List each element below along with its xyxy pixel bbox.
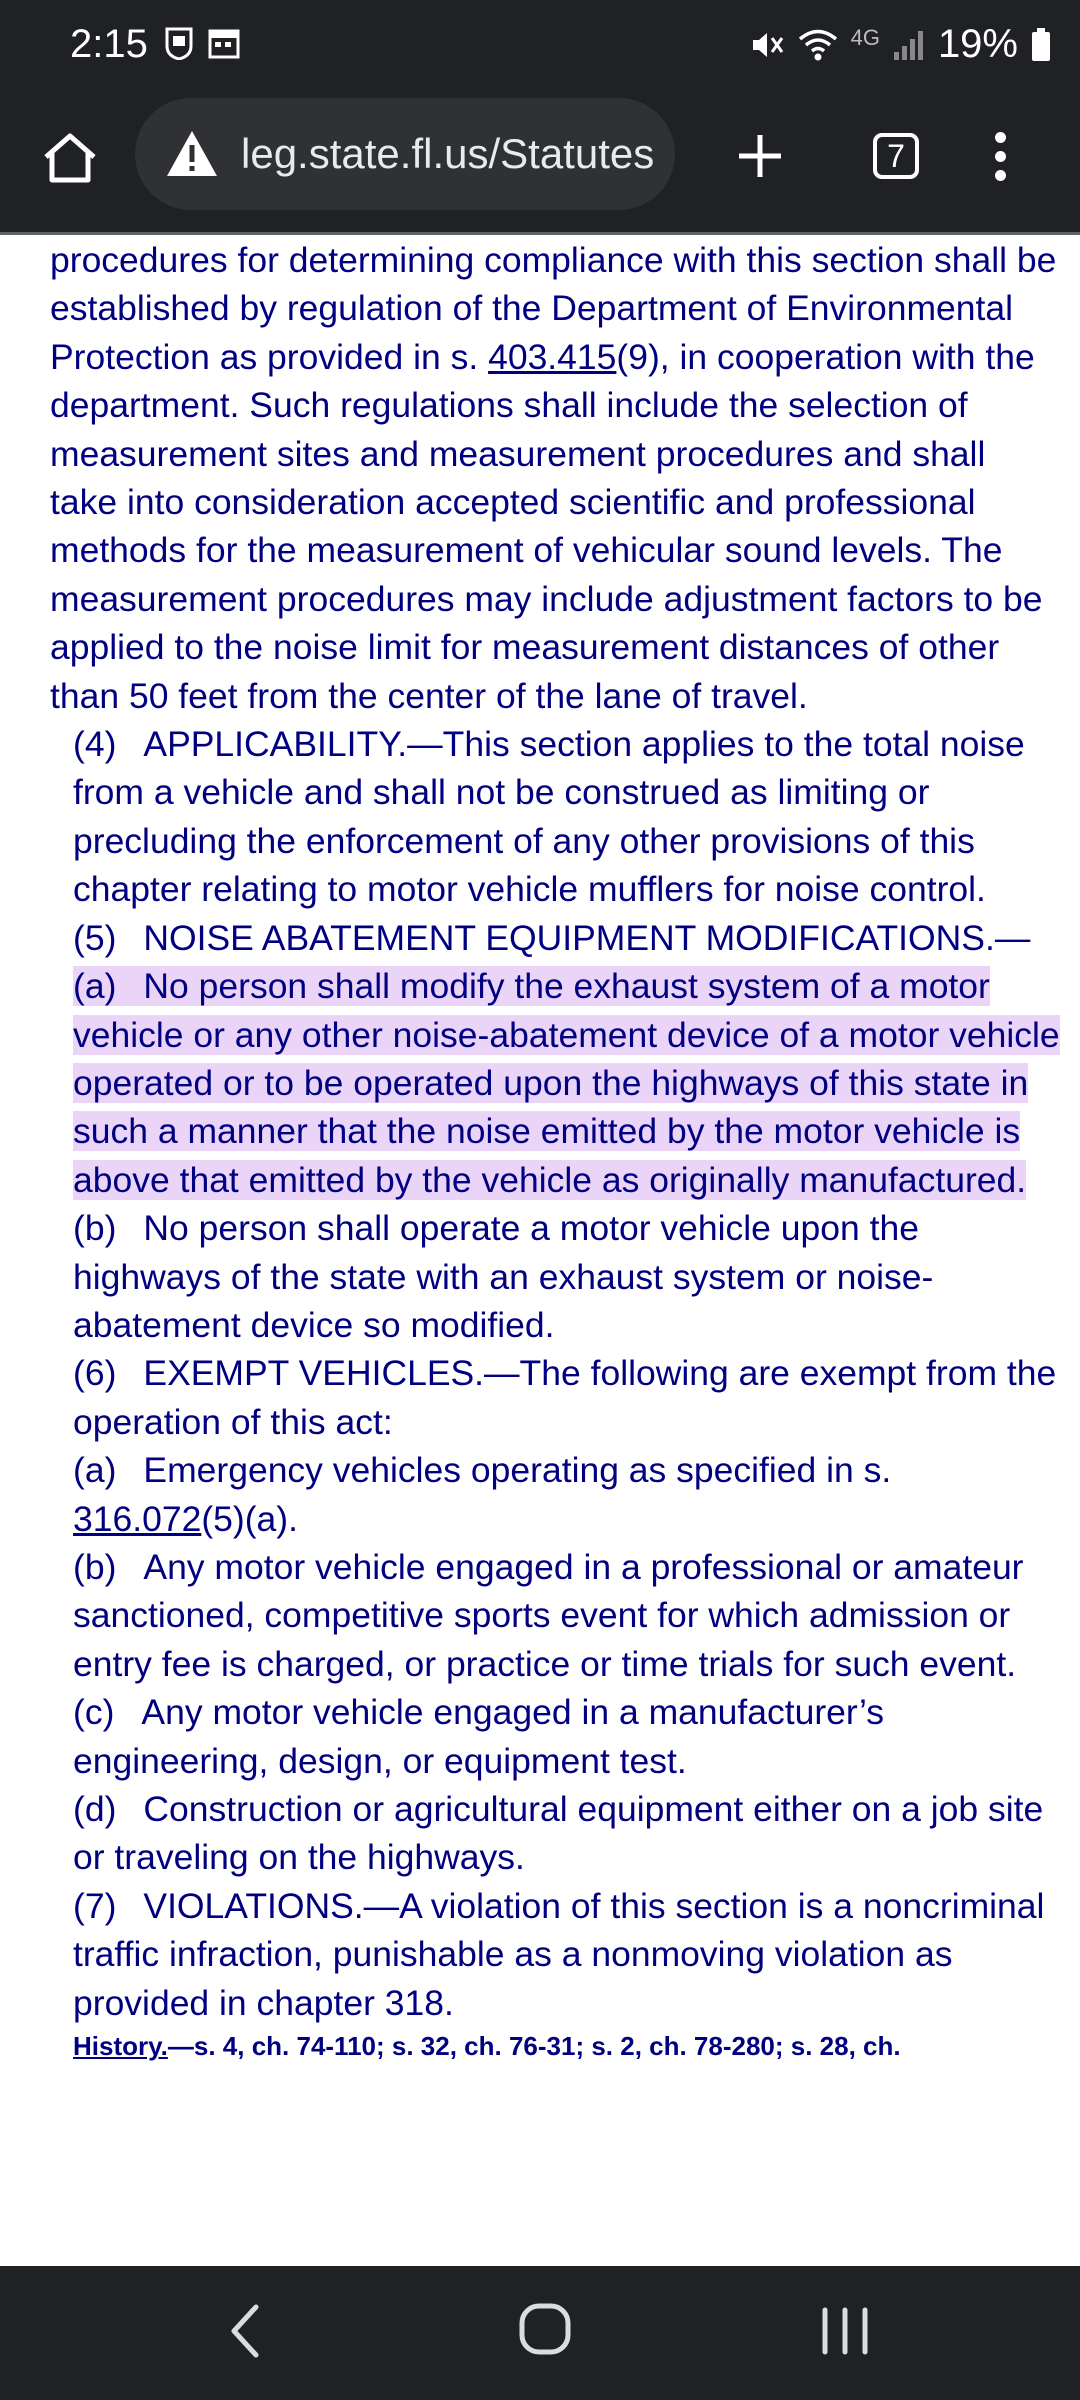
recent-apps-button[interactable]	[810, 2296, 880, 2366]
subsection-6b: (b) Any motor vehicle engaged in a professional or amateur sanctioned, competitive sports event for which admission or entry fee is charged, or practice or time trials for such event.	[73, 1546, 1024, 1684]
browser-toolbar	[0, 88, 1080, 232]
home-nav-button[interactable]	[510, 2294, 580, 2364]
more-options-icon[interactable]	[970, 116, 1030, 196]
status-time: 2:15	[70, 22, 148, 66]
status-bar	[0, 0, 1080, 88]
tab-switcher-button[interactable]	[860, 120, 932, 192]
nfl-app-icon	[165, 26, 193, 60]
tab-count: 7	[873, 133, 919, 179]
toolbar-divider	[0, 232, 1080, 235]
back-icon	[228, 2303, 262, 2359]
address-bar[interactable]	[135, 98, 675, 210]
statute-link-316-072[interactable]: 316.072	[73, 1498, 202, 1539]
calendar-icon	[207, 26, 241, 60]
subsection-7: (7) VIOLATIONS.—A violation of this section is a noncriminal traffic infraction, punishable as a nonmoving violation as provided in chapter 318.	[73, 1885, 1045, 2023]
not-secure-warning-icon[interactable]	[165, 127, 219, 181]
home-icon	[41, 131, 99, 185]
system-navigation-bar	[0, 2266, 1080, 2400]
status-system-icons	[749, 22, 1052, 67]
home-button[interactable]	[30, 118, 110, 198]
subsection-6a: (a) Emergency vehicles operating as specified in s. 316.072(5)(a).	[73, 1450, 892, 1539]
paragraph-3-continued: procedures for determining compliance with this section shall be established by regulation of the Department of Environmental Protection as provided in s. 403.415(9), in cooperation with the department. Such regulations shall include the selection of measurement sites and measurement procedures and shall take into consideration accepted scientific and professional methods for the measurement of vehicular sound levels. The measurement procedures may include adjustment factors to be applied to the noise limit for measurement distances of other than 50 feet from the center of the lane of travel.	[50, 240, 1057, 716]
battery-percent: 19%	[937, 22, 1018, 66]
history-link[interactable]: History.	[73, 2031, 168, 2062]
page-content[interactable]	[50, 236, 1060, 2266]
plus-icon	[735, 131, 785, 181]
history-note: History.—s. 4, ch. 74-110; s. 32, ch. 76-31; s. 2, ch. 78-280; s. 28, ch.	[73, 2031, 901, 2062]
signal-icon	[892, 28, 926, 62]
subsection-5: (5) NOISE ABATEMENT EQUIPMENT MODIFICATIONS.—	[73, 917, 1031, 958]
back-button[interactable]	[210, 2296, 280, 2366]
wifi-icon	[797, 27, 839, 63]
subsection-4-heading: APPLICABILITY.	[143, 724, 408, 765]
network-type: 4G	[850, 24, 880, 50]
subsection-5a-highlighted[interactable]: (a) No person shall modify the exhaust system of a motor vehicle or any other noise-abatement device of a motor vehicle operated or to be operated upon the highways of this state in such a manner that the noise emitted by the motor vehicle is above that emitted by the vehicle as originally manufactured.	[73, 966, 1060, 1200]
statute-link-403-415[interactable]: 403.415	[488, 336, 617, 377]
subsection-5-heading: NOISE ABATEMENT EQUIPMENT MODIFICATIONS.	[143, 917, 995, 958]
subsection-6c: (c) Any motor vehicle engaged in a manufacturer’s engineering, design, or equipment test.	[73, 1692, 885, 1781]
statute-text	[50, 236, 1060, 2027]
subsection-5b: (b) No person shall operate a motor vehicle upon the highways of the state with an exhaust system or noise-abatement device so modified.	[73, 1208, 934, 1345]
subsection-7-heading: VIOLATIONS.	[143, 1885, 364, 1926]
home-circle-icon	[518, 2302, 572, 2356]
subsection-6d: (d) Construction or agricultural equipment either on a job site or traveling on the highways.	[73, 1789, 1044, 1878]
subsection-6: (6) EXEMPT VEHICLES.—The following are exempt from the operation of this act:	[73, 1353, 1057, 1442]
subsection-6-heading: EXEMPT VEHICLES.	[143, 1353, 485, 1394]
status-notification-icons	[165, 26, 241, 60]
recent-apps-icon	[819, 2306, 871, 2356]
mute-icon	[749, 27, 785, 63]
new-tab-button[interactable]	[720, 116, 800, 196]
battery-icon	[1030, 27, 1052, 63]
url-text[interactable]: leg.state.fl.us/Statutes	[241, 130, 655, 177]
subsection-4: (4) APPLICABILITY.—This section applies to the total noise from a vehicle and shall not be construed as limiting or precluding the enforcement of any other provisions of this chapter relating to motor vehicle mufflers for noise control.	[73, 724, 1025, 910]
